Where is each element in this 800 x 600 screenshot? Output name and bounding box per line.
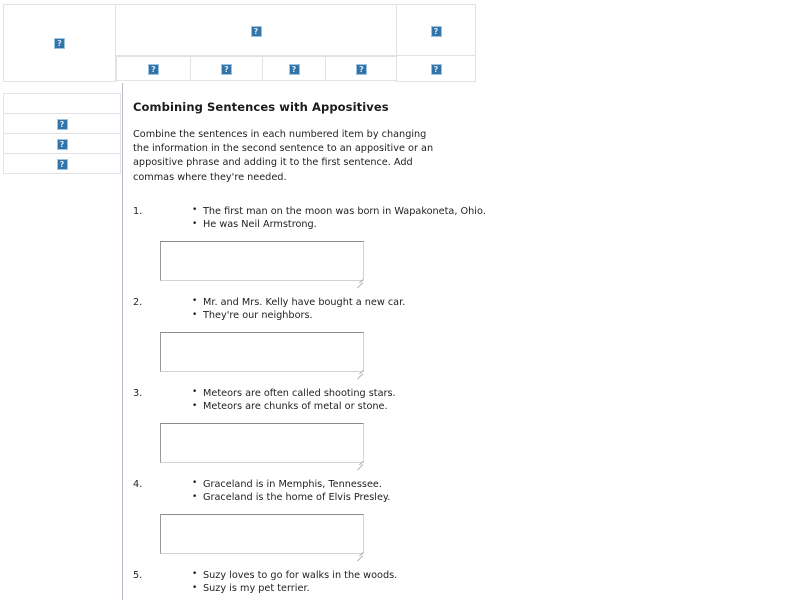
- primary-nav: [116, 56, 398, 81]
- broken-image-icon: [431, 64, 442, 75]
- question-number: 1.: [133, 205, 143, 217]
- answer-textarea[interactable]: [160, 423, 364, 463]
- sidebar-item-1[interactable]: [4, 114, 121, 134]
- instructions-text: Combine the sentences in each numbered item by changing the information in the second sentence to an appositive or an appositive phrase and adding it to the first sentence. Add commas where they're needed.: [133, 129, 434, 183]
- sentence-bullet: • Suzy is my pet terrier.: [192, 582, 397, 596]
- sentence-bullet: • Suzy loves to go for walks in the woods.: [192, 569, 397, 583]
- sentence-bullet: • Mr. and Mrs. Kelly have bought a new car.: [192, 296, 405, 310]
- question-number: 4.: [133, 478, 143, 490]
- question-item: [133, 478, 483, 558]
- site-header: [3, 4, 475, 82]
- question-sentences: [180, 296, 405, 323]
- answer-textarea[interactable]: [160, 514, 364, 554]
- broken-image-icon: [431, 26, 442, 37]
- question-item: [133, 387, 483, 467]
- sidebar-table: [3, 93, 121, 174]
- question-sentences: [180, 387, 396, 414]
- header-nav-cell: [116, 56, 397, 82]
- nav-item-4[interactable]: [326, 57, 398, 81]
- broken-image-icon: [251, 26, 262, 37]
- sentence-bullet: • Graceland is the home of Elvis Presley.: [192, 491, 390, 505]
- broken-image-icon: [57, 119, 68, 130]
- header-top-right-cell[interactable]: [397, 5, 476, 56]
- question-number: 5.: [133, 569, 143, 581]
- content-divider: [122, 83, 123, 600]
- nav-item-2[interactable]: [191, 57, 263, 81]
- broken-image-icon: [148, 64, 159, 75]
- sidebar-item-0[interactable]: [4, 94, 121, 114]
- question-sentences: [180, 478, 390, 505]
- sidebar-item-2[interactable]: [4, 134, 121, 154]
- broken-image-icon: [289, 64, 300, 75]
- sentence-bullet: • Meteors are often called shooting stars.: [192, 387, 396, 401]
- header-logo-cell[interactable]: [4, 5, 116, 82]
- sentence-bullet: • Meteors are chunks of metal or stone.: [192, 400, 396, 414]
- question-sentences: [180, 569, 397, 596]
- broken-image-icon: [356, 64, 367, 75]
- answer-textarea[interactable]: [160, 332, 364, 372]
- header-banner-cell[interactable]: [116, 5, 397, 56]
- broken-image-icon: [54, 38, 65, 49]
- nav-item-right[interactable]: [397, 56, 476, 82]
- question-item: [133, 296, 483, 376]
- broken-image-icon: [57, 159, 68, 170]
- sentence-bullet: • He was Neil Armstrong.: [192, 218, 486, 232]
- sentence-bullet: • Graceland is in Memphis, Tennessee.: [192, 478, 390, 492]
- answer-textarea[interactable]: [160, 241, 364, 281]
- worksheet-content: [133, 100, 486, 600]
- broken-image-icon: [221, 64, 232, 75]
- sidebar-item-3[interactable]: [4, 154, 121, 174]
- sidebar: [3, 93, 121, 174]
- question-number: 2.: [133, 296, 143, 308]
- header-layout-table: [3, 4, 476, 82]
- nav-item-1[interactable]: [117, 57, 191, 81]
- nav-item-3[interactable]: [263, 57, 326, 81]
- question-sentences: [180, 205, 486, 232]
- page-title: Combining Sentences with Appositives: [133, 100, 389, 114]
- question-item: [133, 205, 486, 285]
- sentence-bullet: • They're our neighbors.: [192, 309, 405, 323]
- broken-image-icon: [57, 139, 68, 150]
- sentence-bullet: • The first man on the moon was born in Wapakoneta, Ohio.: [192, 205, 486, 219]
- question-item: [133, 569, 483, 600]
- question-number: 3.: [133, 387, 143, 399]
